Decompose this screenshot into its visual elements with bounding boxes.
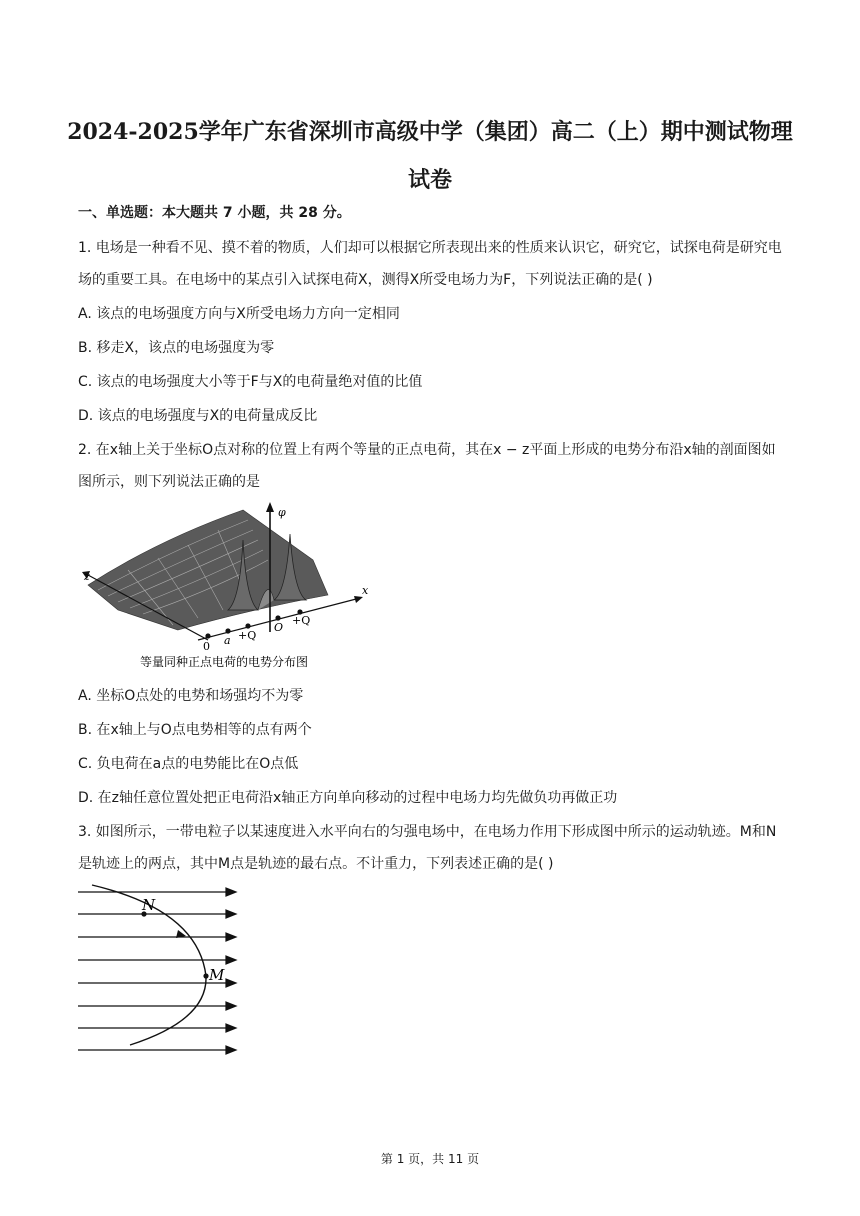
question-2-stem: 2. 在x轴上关于坐标O点对称的位置上有两个等量的正点电荷，其在x − z平面上形成的电势分布沿x轴的剖面图如图所示，则下列说法正确的是 [78,442,776,490]
field-trajectory-figure [78,880,248,1060]
question-2-option-a: A. 坐标O点处的电势和场强均不为零 [78,688,304,704]
z-axis-label: z [84,570,90,583]
label-plus-q-left: +Q [238,629,257,642]
question-1-option-d: D. 该点的电场强度与X的电荷量成反比 [78,408,318,424]
question-3-stem: 3. 如图所示，一带电粒子以某速度进入水平向右的匀强电场中，在电场力作用下形成图中所示的运动轨迹。M和N是轨迹上的两点，其中M点是轨迹的最右点。不计重力，下列表述正确的是( ) [78,824,777,872]
section-heading: 一、单选题：本大题共 7 小题，共 28 分。 [78,205,351,221]
label-o: O [274,621,284,634]
question-1-stem: 1. 电场是一种看不见、摸不着的物质，人们却可以根据它所表现出来的性质来认识它，研究它，试探电荷是研究电场的重要工具。在电场中的某点引入试探电荷X，测得X所受电场力为F，下列说法正确的是( ) [78,240,782,288]
label-n: N [142,896,156,914]
figure-caption: 等量同种正点电荷的电势分布图 [140,655,309,669]
question-2-option-d: D. 在z轴任意位置处把正电荷沿x轴正方向单向移动的过程中电场力均先做负功再做正功 [78,790,618,806]
paper-title: 2024-2025学年广东省深圳市高级中学（集团）高二（上）期中测试物理试卷 [67,119,793,193]
question-1-option-a: A. 该点的电场强度方向与X所受电场力方向一定相同 [78,306,400,322]
label-m: M [209,966,225,984]
question-1-option-b: B. 移走X，该点的电场强度为零 [78,340,275,356]
label-plus-q-right: +Q [292,614,311,627]
question-2-option-c: C. 负电荷在a点的电势能比在O点低 [78,756,299,772]
phi-axis-label: φ [278,506,286,519]
page-footer: 第 1 页，共 11 页 [380,1152,480,1166]
label-a: a [224,634,231,647]
potential-distribution-figure [78,500,378,676]
x-axis-label: x [362,584,369,597]
question-2-option-b: B. 在x轴上与O点电势相等的点有两个 [78,722,312,738]
point-m [203,973,208,978]
question-1-option-c: C. 该点的电场强度大小等于F与X的电荷量绝对值的比值 [78,374,423,390]
label-zero: 0 [203,640,210,653]
